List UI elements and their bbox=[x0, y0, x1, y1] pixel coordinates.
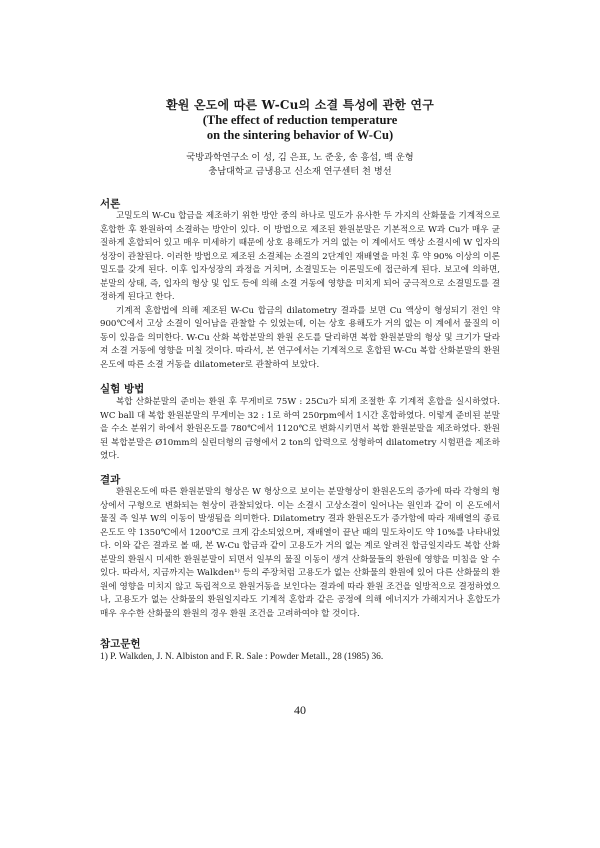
authors-line2: 충남대학교 금냉용고 신소재 연구센터 천 병선 bbox=[208, 166, 392, 177]
section-body-method bbox=[100, 396, 500, 464]
authors-line1: 국방과학연구소 이 성, 김 은표, 노 준웅, 송 흥섭, 백 운형 bbox=[186, 152, 414, 163]
section-heading-results: 결과 bbox=[100, 474, 121, 486]
title-english-line1: (The effect of reduction temperature bbox=[202, 113, 398, 127]
section-heading-method: 실험 방법 bbox=[100, 383, 145, 395]
section-body-intro bbox=[100, 210, 500, 373]
title-english-line2: on the sintering behavior of W-Cu) bbox=[206, 128, 394, 142]
results-paragraph-1: 환원온도에 따른 환원분말의 형상은 W 형상으로 보이는 분말형상이 환원온도의 증가에 따라 각형의 형상에서 구형으로 변화되는 현상이 관찰되었다. 이는 소결시 고상소결이 일어나는 원인과 같이 이 온도에서 물질 즉 일부 W의 이동이 발생됨을 의미한다. Dilatometry 결과 환원온도가 증가함에 따라 재배열의 종료 온도도 약 1350℃에서 1200℃로 크게 감소되었으며, 재배열이 끝난 때의 밀도차이도 약 10%를 나타내었다. 이와 같은 결과로 볼 때, 본 W-Cu 합금과 같이 고용도가 거의 없는 계로 알려진 합금일지라도 복합 산화 분말의 환원시 미세한 환원분말이 되면서 일부의 물질 이동이 생겨 산화물들의 환원에 영향을 미침을 알 수 있다. 따라서, 지금까지는 Walkden¹⁾ 등의 주장처럼 고용도가 없는 산화물의 환원에 있어 다른 산화물의 환원에 영향을 미치지 않고 독립적으로 환원거동을 보인다는 결과에 따라 환원 조건을 일방적으로 결정하였으나, 고용도가 없는 산화물의 환원일지라도 기계적 혼합과 같은 공정에 의해 에너지가 가해지거나 혼합도가 매우 우수한 산화물의 환원의 경우 환원 조건을 고려하여야 할 것이다. bbox=[100, 487, 500, 619]
section-body-results bbox=[100, 486, 500, 621]
page-number: 40 bbox=[294, 703, 306, 717]
intro-paragraph-2: 기계적 혼합법에 의해 제조된 W-Cu 합금의 dilatometry 결과를 보면 Cu 액상이 형성되기 전인 약 900℃에서 고상 소결이 일어남을 관찰할 수 있었는데, 이는 상호 용해도가 거의 없는 이 계에서 물질의 이동이 있음을 의미한다. W-Cu 산화 복합분말의 환원 온도를 달리하면 복합 환원분말의 형상 및 크기가 달라져 소결 거동에 영향을 미칠 것이다. 따라서, 본 연구에서는 기계적으로 혼합된 W-Cu 복합 산화분말의 환원온도에 따른 소결 거동을 dilatometer로 관찰하여 보았다. bbox=[100, 305, 500, 371]
reference-item: 1) P. Walkden, J. N. Albiston and F. R. Sale : Powder Metall., 28 (1985) 36. bbox=[100, 652, 384, 662]
method-paragraph-1: 복합 산화분말의 준비는 환원 후 무게비로 75W : 25Cu가 되게 조절한 후 기계적 혼합을 실시하였다. WC ball 대 복합 환원분말의 무게비는 32 : 1로 하여 250rpm에서 1시간 혼합하였다. 이렇게 준비된 분말을 수소 분위기 하에서 환원온도를 780℃에서 1120℃로 변화시키면서 복합 환원분말을 제조하였다. 환원된 복합분말은 Ø10mm의 실린더형의 금형에서 2 ton의 압력으로 성형하여 dilatometry 시험편을 제조하였다. bbox=[100, 397, 501, 462]
section-heading-intro: 서론 bbox=[100, 198, 121, 210]
section-heading-references: 참고문헌 bbox=[100, 638, 141, 650]
intro-paragraph-1: 고밀도의 W-Cu 합금을 제조하기 위한 방안 중의 하나로 밀도가 유사한 두 가지의 산화물을 기계적으로 혼합한 후 환원하여 소결하는 방안이 있다. 이 방법으로 제조된 환원분말은 기본적으로 W과 Cu가 매우 균질하게 혼합되어 있고 매우 미세하기 때문에 상호 용해도가 거의 없는 이 계에서도 액상 소결시에 W 입자의 성장이 관찰된다. 이러한 방법으로 제조된 소결체는 소결의 2단계인 재배열을 마친 후 약 90% 이상의 이론밀도를 갖게 된다. 이후 입자성장의 과정을 거치며, 소결밀도는 이론밀도에 접근하게 된다. 보고에 의하면, 분말의 상태, 즉, 입자의 형상 및 입도 등에 의해 소결 거동에 영향을 미치게 되어 궁극적으로 소결밀도를 결정하게 된다고 한다. bbox=[100, 211, 500, 303]
title-korean: 환원 온도에 따른 W-Cu의 소결 특성에 관한 연구 bbox=[166, 98, 434, 112]
